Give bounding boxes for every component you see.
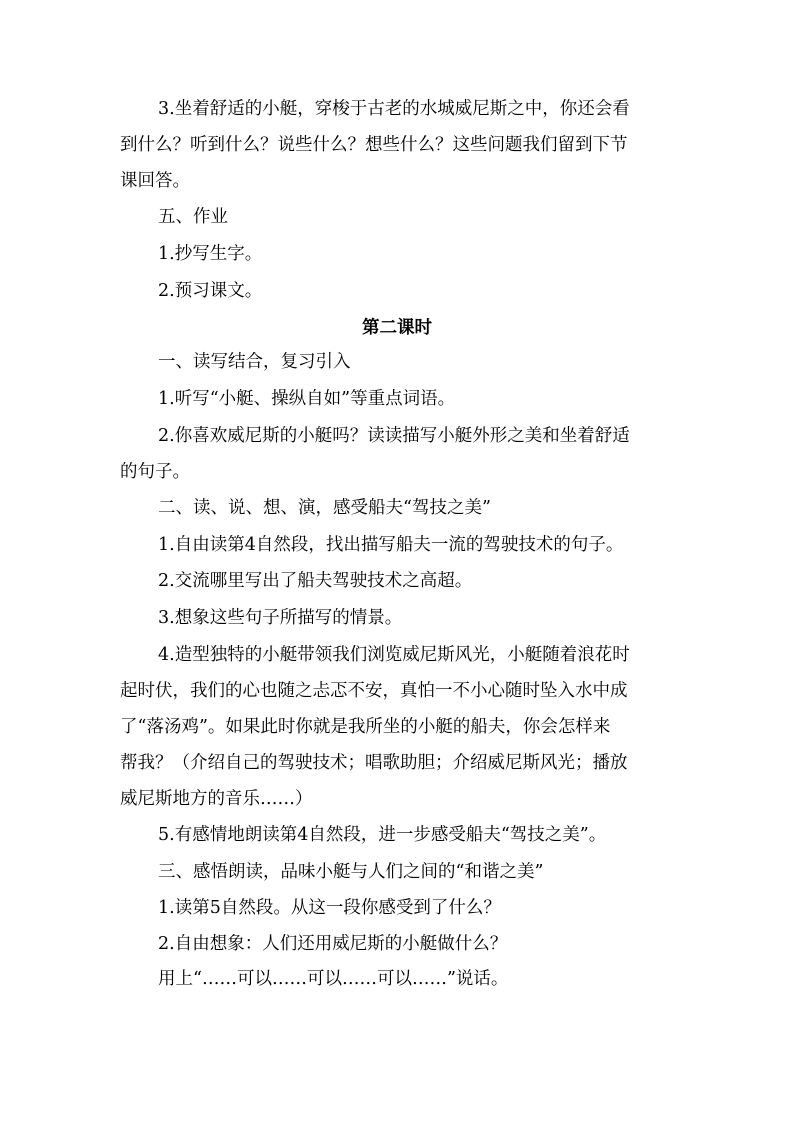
section-heading: 三、感悟朗读，品味小艇与人们之间的“和谐之美” [158,862,544,882]
section-heading: 二、读、说、想、演，感受船夫“驾技之美” [158,498,491,518]
paragraph-line: 4.造型独特的小艇带领我们浏览威尼斯风光，小艇随着浪花时 [158,645,630,665]
paragraph-line: 1.抄写生字。 [158,244,263,264]
paragraph-line: 的句子。 [120,462,190,482]
paragraph-line: 2.交流哪里写出了船夫驾驶技术之高超。 [158,571,473,591]
paragraph-line: 2.你喜欢威尼斯的小艇吗？读读描写小艇外形之美和坐着舒适 [158,426,630,446]
paragraph-line: 1.自由读第4自然段，找出描写船夫一流的驾驶技术的句子。 [158,535,624,555]
paragraph-line: 用上“……可以……可以……可以……”说话。 [158,969,509,989]
paragraph-line: 2.预习课文。 [158,281,263,301]
paragraph-line: 了“落汤鸡”。如果此时你就是我所坐的小艇的船夫，你会怎样来 [120,717,611,737]
paragraph-line: 起时伏，我们的心也随之忐忑不安，真怕一不小心随时坠入水中成 [120,681,628,701]
section-heading: 五、作业 [158,207,228,227]
paragraph-line: 到什么？听到什么？说些什么？想些什么？这些问题我们留到下节 [120,135,628,155]
lesson-title: 第二课时 [362,318,432,338]
section-heading: 一、读写结合，复习引入 [158,352,351,372]
paragraph-line: 3.坐着舒适的小艇，穿梭于古老的水城威尼斯之中，你还会看 [158,99,630,119]
paragraph-line: 威尼斯地方的音乐……） [120,789,313,809]
paragraph-line: 课回答。 [120,171,190,191]
paragraph-line: 1.读第5自然段。从这一段你感受到了什么？ [158,898,501,918]
paragraph-line: 1.听写“小艇、操纵自如”等重点词语。 [158,389,456,409]
paragraph-line: 2.自由想象：人们还用威尼斯的小艇做什么？ [158,934,508,954]
paragraph-line: 5.有感情地朗读第4自然段，进一步感受船夫“驾技之美”。 [158,825,607,845]
paragraph-line: 帮我？（介绍自己的驾驶技术；唱歌助胆；介绍威尼斯风光；播放 [120,753,628,773]
paragraph-line: 3.想象这些句子所描写的情景。 [158,608,403,628]
